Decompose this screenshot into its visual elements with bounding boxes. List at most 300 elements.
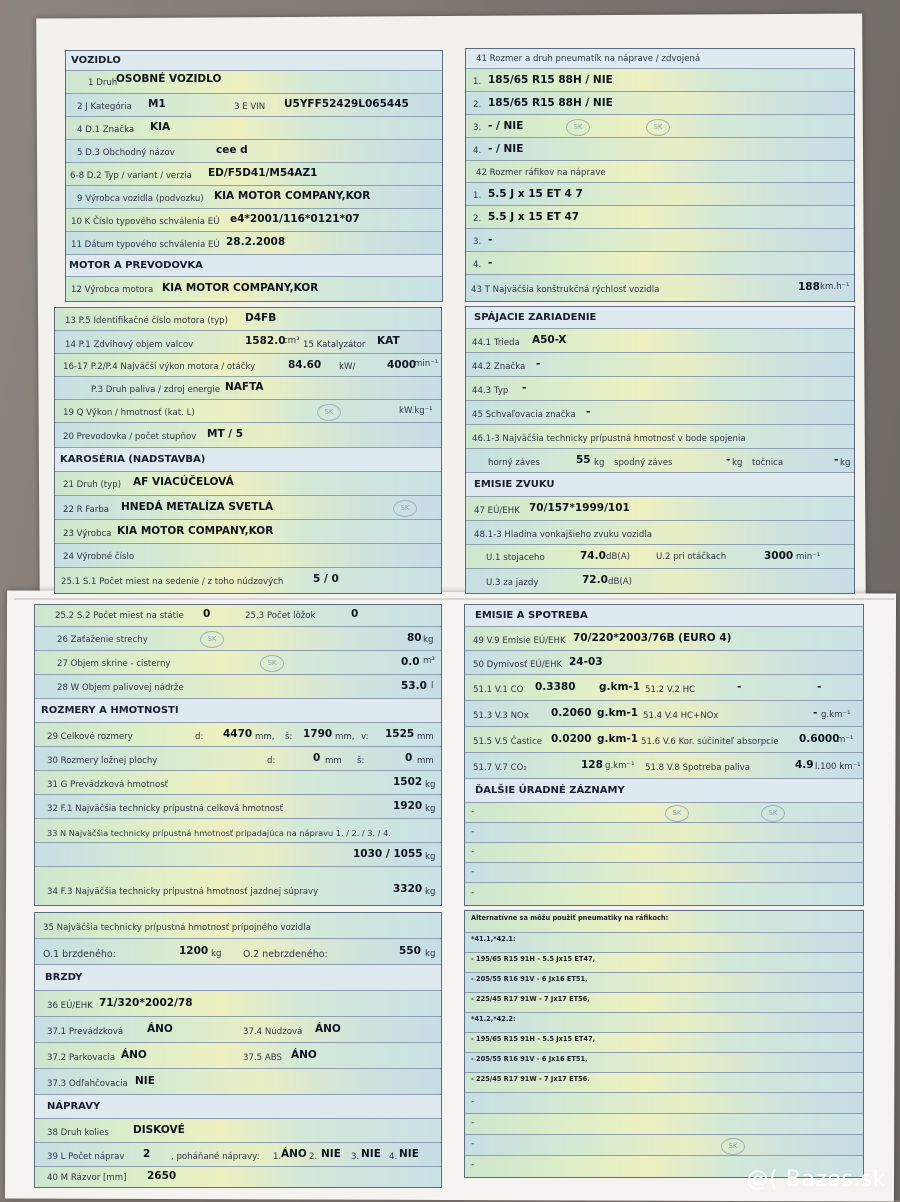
field-label: 3 E VIN — [234, 102, 266, 112]
field-unit: kg — [732, 458, 743, 468]
field-row — [35, 939, 441, 965]
field-label: 51.5 V.5 Častice — [473, 737, 543, 747]
field-label: 2. — [473, 100, 482, 110]
field-label: 48.1-3 Hladina vonkajšieho zvuku vozidla — [474, 530, 652, 540]
note-line: - 225/45 R17 91W - 7 Jx17 ET56, — [471, 995, 590, 1003]
field-label: d: — [195, 732, 204, 742]
field-value: 188 — [798, 281, 820, 293]
header-vozidlo: VOZIDLO — [71, 55, 121, 66]
field-label: 1. — [473, 77, 482, 87]
record-row — [465, 973, 863, 993]
field-unit: g.km⁻¹ — [821, 710, 851, 720]
field-unit: dB(A) — [606, 552, 630, 562]
field-row — [466, 401, 854, 425]
field-unit: km.h⁻¹ — [820, 282, 850, 292]
field-value: - — [488, 234, 493, 246]
field-value: - — [737, 681, 742, 693]
field-value: 53.0 — [401, 680, 427, 692]
header-emisie-zvuku: EMISIE ZVUKU — [474, 479, 555, 490]
field-value: KIA — [150, 121, 171, 133]
field-value: - — [834, 454, 839, 466]
field-value: DISKOVÉ — [133, 1124, 185, 1136]
section-spajacie-zvuk — [465, 306, 855, 594]
field-unit: min⁻¹ — [414, 359, 439, 369]
field-label: 34 F.3 Najväčšia technicky prípustná hmotnosť jazdnej súpravy — [47, 887, 319, 897]
field-label: 45 Schvaľovacia značka — [472, 410, 576, 420]
field-row — [55, 472, 441, 496]
record-dash: - — [471, 888, 475, 898]
field-label: 2. — [309, 1152, 318, 1162]
field-value: 185/65 R15 88H / NIE — [488, 97, 613, 109]
field-row — [66, 94, 442, 117]
field-value: ÁNO — [281, 1148, 307, 1160]
note-line: *41.1,*42.1: — [471, 935, 516, 943]
field-row — [35, 771, 441, 795]
field-label: 43 T Najväčšia konštrukčná rýchlosť vozidla — [471, 285, 660, 295]
field-unit: kg — [425, 804, 436, 814]
field-unit: kg — [425, 887, 436, 897]
field-row — [466, 353, 854, 377]
field-label: U.1 stojaceho — [486, 553, 545, 563]
field-row — [35, 1069, 441, 1095]
field-label: O.1 brzdeného: — [43, 949, 116, 960]
field-unit: mm — [417, 756, 434, 766]
field-label: 1. — [473, 191, 482, 201]
field-label: 29 Celkové rozmery — [47, 732, 133, 742]
field-value: OSOBNÉ VOZIDLO — [116, 73, 222, 85]
field-value: 24-03 — [569, 656, 603, 668]
field-label: O.2 nebrzdeného: — [243, 949, 328, 960]
note-line: - 195/65 R15 91H - 5.5 Jx15 ET47, — [471, 955, 596, 963]
field-label: 44.3 Typ — [472, 386, 509, 396]
field-unit: kW.kg⁻¹ — [399, 406, 433, 416]
page-fold — [14, 598, 894, 600]
field-label: 35 Najväčšia technicky prípustná hmotnosť prípojného vozidla — [43, 923, 311, 933]
field-label: 51.6 V.6 Kor. súčiniteľ absorpcie — [641, 737, 779, 747]
field-value: 80 — [407, 632, 422, 644]
note-line: - 225/45 R17 91W - 7 Jx17 ET56. — [471, 1075, 590, 1083]
field-value: 1790 — [303, 728, 333, 740]
record-row — [465, 803, 863, 823]
field-row — [55, 544, 441, 568]
field-value: 4470 — [223, 728, 253, 740]
section-brzdy-napravy — [34, 912, 442, 1188]
field-value: ÁNO — [121, 1049, 147, 1061]
field-unit: kg — [425, 852, 436, 862]
bazos-watermark: @( Bazos.sk — [746, 1167, 886, 1192]
record-row — [465, 911, 863, 933]
field-row — [35, 1017, 441, 1043]
field-value: 550 — [399, 945, 421, 957]
field-label: š: — [285, 732, 293, 742]
field-unit: mm — [417, 732, 434, 742]
field-value: KIA MOTOR COMPANY,KOR — [162, 282, 319, 294]
sk-seal-icon: SK — [646, 119, 670, 136]
field-unit: kg — [211, 949, 222, 959]
field-value: - — [726, 454, 731, 466]
field-label: 39 L Počet náprav — [47, 1152, 125, 1162]
field-value: 1920 — [393, 800, 423, 812]
field-label: 24 Výrobné číslo — [63, 552, 135, 562]
section-header — [55, 448, 441, 472]
sk-seal-icon: SK — [721, 1138, 745, 1155]
field-value: KIA MOTOR COMPANY,KOR — [117, 525, 274, 537]
section-header — [465, 605, 863, 627]
field-label: 3. — [473, 237, 482, 247]
section-motor-karoseria — [54, 307, 442, 594]
field-label: 25.2 S.2 Počet miest na státie — [55, 611, 184, 621]
field-value: 70/157*1999/101 — [529, 502, 630, 514]
field-label: 22 R Farba — [63, 505, 110, 515]
field-value: ÁNO — [291, 1049, 317, 1061]
field-row — [35, 723, 441, 747]
field-value: 72.0 — [582, 574, 608, 586]
field-value: ÁNO — [147, 1023, 173, 1035]
field-value: - — [813, 707, 818, 719]
field-label: 40 M Rázvor [mm] — [47, 1173, 127, 1183]
field-label: 44.2 Značka — [472, 362, 526, 372]
record-row — [465, 863, 863, 883]
field-value: cee d — [216, 144, 248, 156]
field-label: 37.4 Núdzová — [243, 1027, 303, 1037]
field-value: NIE — [135, 1075, 155, 1087]
field-row — [465, 627, 863, 651]
section-header — [465, 779, 863, 803]
field-value: - — [586, 406, 591, 418]
field-label: 13 P.5 Identifikačné číslo motora (typ) — [65, 316, 228, 326]
field-label: 51.8 V.8 Spotreba paliva — [645, 763, 751, 773]
field-value: NIE — [361, 1148, 381, 1160]
field-unit: m⁻¹ — [837, 735, 854, 745]
record-row — [465, 883, 863, 905]
field-row — [35, 819, 441, 843]
field-value: ÁNO — [315, 1023, 341, 1035]
field-label: 50 Dymivosť EÚ/EHK — [473, 660, 563, 670]
field-value: 2650 — [147, 1170, 177, 1182]
field-unit: kg — [423, 635, 434, 645]
sk-seal-icon: SK — [393, 500, 417, 517]
field-value: 0 — [351, 608, 359, 620]
field-value: 128 — [581, 759, 603, 771]
section-header — [35, 1095, 441, 1119]
section-vozidlo — [65, 50, 443, 302]
field-label: 51.2 V.2 HC — [645, 685, 696, 695]
field-label: 4. — [473, 146, 482, 156]
field-label: 51.4 V.4 HC+NOx — [643, 711, 719, 721]
note-line: - 205/55 R16 91V - 6 Jx16 ET51, — [471, 975, 588, 983]
field-label: 21 Druh (typ) — [63, 480, 122, 490]
field-row — [55, 354, 441, 377]
field-unit: kg — [594, 458, 605, 468]
field-unit: l — [431, 681, 434, 691]
record-dash: - — [471, 1160, 475, 1170]
rim-row — [466, 206, 854, 229]
header-dalsie-zaznamy: ĎALŠIE ÚRADNÉ ZÁZNAMY — [475, 785, 625, 796]
sk-seal-icon: SK — [566, 119, 590, 136]
rim-row — [466, 183, 854, 206]
field-unit: mm, — [255, 732, 275, 742]
field-label: U.3 za jazdy — [486, 578, 539, 588]
field-row — [466, 161, 854, 183]
field-label: 11 Dátum typového schválenia EÚ — [71, 240, 220, 250]
field-row — [66, 140, 442, 163]
field-value: 1030 / 1055 — [353, 848, 423, 860]
record-row — [465, 953, 863, 973]
field-label: 15 Katalyzátor — [303, 340, 366, 350]
field-value: NIE — [399, 1148, 419, 1160]
field-unit: kg — [840, 458, 851, 468]
field-value: M1 — [148, 98, 166, 110]
sk-seal-icon: SK — [260, 655, 284, 672]
field-label: 44.1 Trieda — [472, 338, 520, 348]
field-row — [55, 496, 441, 520]
rim-row — [466, 229, 854, 252]
field-row — [66, 163, 442, 186]
field-label: 1. — [273, 1152, 282, 1162]
field-row — [466, 275, 854, 301]
section-header — [35, 965, 441, 991]
record-row — [465, 933, 863, 953]
field-value: 28.2.2008 — [226, 236, 286, 248]
field-value: HNEDÁ METALÍZA SVETLÁ — [121, 501, 274, 513]
field-row — [35, 867, 441, 905]
field-value: NAFTA — [225, 381, 264, 393]
field-row — [55, 568, 441, 593]
header-napravy: NÁPRAVY — [47, 1101, 101, 1112]
header-brzdy: BRZDY — [45, 972, 83, 983]
field-unit: cm³ — [283, 336, 300, 346]
field-row — [55, 520, 441, 544]
field-label: 37.3 Odľahčovacia — [47, 1079, 128, 1089]
note-line: - 205/55 R16 91V - 6 Jx16 ET51, — [471, 1055, 588, 1063]
field-value: AF VIACÚČELOVÁ — [133, 476, 234, 488]
field-value: 5.5 J x 15 ET 47 — [488, 211, 580, 223]
field-unit: min⁻¹ — [796, 552, 821, 562]
record-dash: - — [471, 1139, 475, 1149]
sk-seal-icon: SK — [761, 805, 785, 822]
field-unit: kg — [425, 780, 436, 790]
field-value: 5.5 J x 15 ET 4 7 — [488, 188, 583, 200]
field-label: 23 Výrobca — [63, 529, 112, 539]
field-unit: mm, — [335, 732, 355, 742]
record-row — [465, 1073, 863, 1093]
field-value: A50-X — [532, 334, 567, 346]
field-row — [35, 651, 441, 675]
field-label: 36 EÚ/EHK — [47, 1001, 93, 1011]
section-pneumatiky — [465, 48, 855, 302]
tyre-row — [466, 115, 854, 138]
field-value: - — [522, 382, 527, 394]
field-row — [66, 277, 442, 301]
field-label: 14 P.1 Zdvihový objem valcov — [65, 340, 194, 350]
record-dash: - — [471, 847, 475, 857]
tyre-row — [466, 92, 854, 115]
field-unit: g.km-1 — [597, 733, 639, 745]
section-header — [466, 49, 854, 69]
field-value: 3320 — [393, 883, 423, 895]
tyre-row — [466, 138, 854, 161]
field-label: 30 Rozmery ložnej plochy — [47, 756, 158, 766]
field-value: - / NIE — [488, 120, 524, 132]
record-row — [465, 1013, 863, 1033]
field-label: 4. — [473, 260, 482, 270]
tyre-row — [466, 69, 854, 92]
field-value: 0 — [405, 752, 413, 764]
field-row — [466, 521, 854, 545]
field-value: 185/65 R15 88H / NIE — [488, 74, 613, 86]
field-value: D4FB — [245, 312, 277, 324]
record-row — [465, 1033, 863, 1053]
header-rozmery: ROZMERY A HMOTNOSTI — [41, 705, 179, 716]
field-value: 0.6000 — [799, 733, 840, 745]
field-value: 5 / 0 — [313, 573, 339, 585]
field-label: 27 Objem skrine - cisterny — [57, 659, 171, 669]
field-value: 0.0200 — [551, 733, 592, 745]
field-row — [35, 1043, 441, 1069]
field-label: 51.1 V.1 CO — [473, 685, 524, 695]
field-value: 0.2060 — [551, 707, 592, 719]
record-dash: - — [471, 867, 475, 877]
field-label: 25.3 Počet lôžok — [245, 611, 316, 621]
note-line: *41.2,*42.2: — [471, 1015, 516, 1023]
field-unit: g.km⁻¹ — [605, 761, 635, 771]
field-row — [66, 71, 442, 94]
field-unit: g.km-1 — [599, 681, 641, 693]
field-label: 49 V.9 Emisie EÚ/EHK — [473, 636, 566, 646]
header-motor: MOTOR A PREVODOVKA — [69, 260, 203, 271]
field-label: 20 Prevodovka / počet stupňov — [63, 432, 197, 442]
field-value: 70/220*2003/76B (EURO 4) — [573, 632, 732, 644]
field-row — [55, 331, 441, 354]
record-dash: - — [471, 1118, 475, 1128]
section-header — [66, 51, 442, 71]
note-line: - 195/65 R15 91H - 5.5 Jx15 ET47, — [471, 1035, 596, 1043]
field-label: 37.5 ABS — [243, 1053, 282, 1063]
field-unit: l.100 km⁻¹ — [815, 762, 861, 772]
field-row — [466, 329, 854, 353]
section-header — [35, 699, 441, 723]
field-label: 31 G Prevádzková hmotnosť — [47, 780, 169, 790]
field-unit: kg — [425, 949, 436, 959]
field-row — [55, 377, 441, 400]
field-value: 74.0 — [580, 550, 606, 562]
record-row — [465, 1114, 863, 1135]
field-value: 1582.0 — [245, 335, 286, 347]
field-value: 1525 — [385, 728, 415, 740]
field-value: 84.60 — [288, 359, 322, 371]
field-label: 6-8 D.2 Typ / variant / verzia — [70, 171, 192, 181]
field-label: 51.3 V.3 NOx — [473, 711, 529, 721]
field-unit: m³ — [423, 656, 435, 666]
record-dash: - — [471, 827, 475, 837]
field-value: NIE — [321, 1148, 341, 1160]
field-unit: - — [817, 681, 822, 693]
field-label: P.3 Druh paliva / zdroj energie — [91, 385, 220, 395]
field-label: 19 Q Výkon / hmotnosť (kat. L) — [63, 408, 195, 418]
field-value: ED/F5D41/M54AZ1 — [208, 167, 318, 179]
field-row — [35, 675, 441, 699]
sk-seal-icon: SK — [317, 404, 341, 421]
field-label: 26 Zaťaženie strechy — [57, 635, 148, 645]
record-row — [465, 1135, 863, 1156]
field-value: 71/320*2002/78 — [99, 997, 193, 1009]
field-label: 51.7 V.7 CO₂ — [473, 763, 527, 773]
field-row — [465, 753, 863, 779]
field-value: 3000 — [764, 550, 794, 562]
field-label: 1 Druh — [88, 78, 118, 88]
field-row — [35, 795, 441, 819]
field-label: 2. — [473, 214, 482, 224]
field-row — [35, 605, 441, 627]
field-value: - — [536, 358, 541, 370]
field-label: 46.1-3 Najväčšia technicky prípustná hmotnosť v bode spojenia — [472, 434, 746, 444]
field-label: 25.1 S.1 Počet miest na sedenie / z toho núdzových — [61, 577, 284, 587]
section-emisie — [464, 604, 864, 906]
field-label: 5 D.3 Obchodný názov — [77, 148, 175, 158]
field-value: - / NIE — [488, 143, 524, 155]
field-value: 0 — [313, 752, 321, 764]
field-row — [465, 727, 863, 753]
field-value: 1502 — [393, 776, 423, 788]
field-row — [466, 425, 854, 449]
field-label: 16-17 P.2/P.4 Najväčší výkon motora / otáčky — [63, 362, 256, 372]
field-row — [35, 1119, 441, 1143]
sk-seal-icon: SK — [200, 631, 224, 648]
field-unit: g.km-1 — [597, 707, 639, 719]
field-row — [35, 913, 441, 939]
field-label: spodný záves — [614, 458, 673, 468]
field-value: e4*2001/116*0121*07 — [230, 213, 360, 225]
field-row — [466, 545, 854, 569]
field-label: horný záves — [488, 458, 540, 468]
field-label: točnica — [752, 458, 784, 468]
section-hmotnosti — [34, 604, 442, 906]
field-row — [466, 377, 854, 401]
field-value: MT / 5 — [207, 428, 244, 440]
rim-row — [466, 252, 854, 275]
field-value: KAT — [377, 335, 400, 347]
section-header — [466, 473, 854, 497]
field-label: 37.1 Prevádzková — [47, 1027, 124, 1037]
field-label: 10 K Číslo typového schválenia EÚ — [71, 217, 220, 227]
field-row — [66, 186, 442, 209]
field-value: KIA MOTOR COMPANY,KOR — [214, 190, 371, 202]
field-row — [35, 1167, 441, 1187]
field-unit: mm — [325, 756, 342, 766]
record-dash: - — [471, 1097, 475, 1107]
field-row — [66, 117, 442, 140]
field-row — [66, 209, 442, 232]
field-value: 55 — [576, 454, 591, 466]
field-value: - — [488, 257, 493, 269]
field-label: v: — [361, 732, 369, 742]
field-value: 4.9 — [795, 759, 814, 771]
field-row — [35, 991, 441, 1017]
field-row — [465, 675, 863, 701]
field-value: 1200 — [179, 945, 209, 957]
field-row — [35, 627, 441, 651]
record-row — [465, 1093, 863, 1114]
field-value: 2 — [143, 1148, 151, 1160]
field-unit: dB(A) — [608, 577, 632, 587]
field-label: 9 Výrobca vozidla (podvozku) — [77, 194, 204, 204]
field-label: 42 Rozmer ráfikov na náprave — [476, 168, 606, 178]
field-row — [465, 701, 863, 727]
field-label: 4 D.1 Značka — [77, 125, 135, 135]
field-row — [465, 651, 863, 675]
record-row — [465, 823, 863, 843]
field-row — [35, 843, 441, 867]
